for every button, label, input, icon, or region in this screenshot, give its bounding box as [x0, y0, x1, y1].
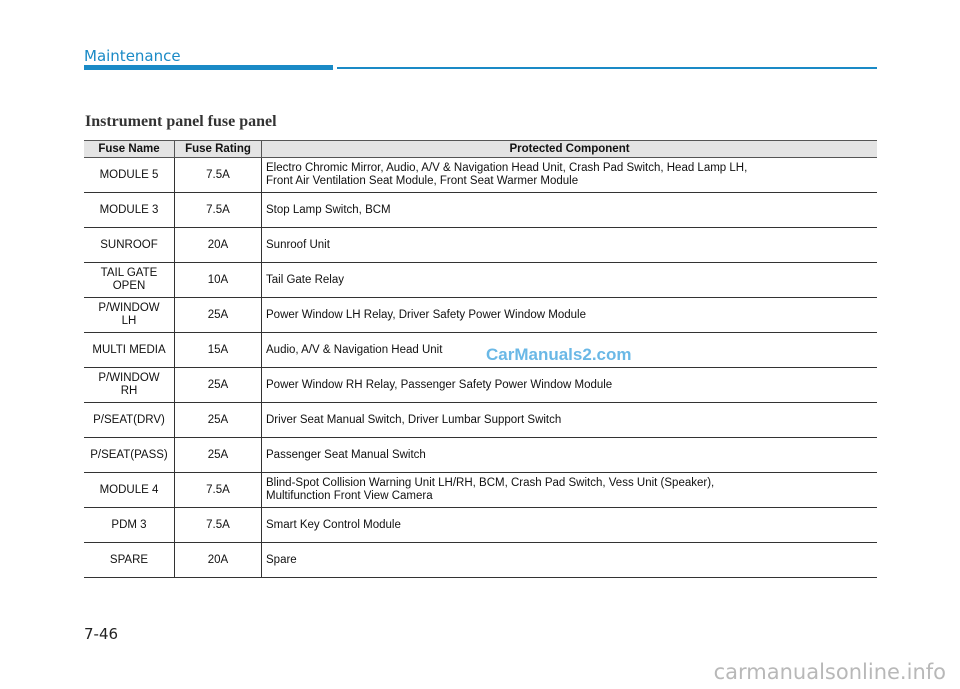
column-header-fuse-name: Fuse Name [84, 141, 175, 158]
fuse-rating-cell: 10A [175, 263, 262, 298]
fuse-name-cell: MULTI MEDIA [84, 333, 175, 368]
protected-component-cell: Tail Gate Relay [262, 263, 878, 298]
fuse-name-cell: MODULE 4 [84, 473, 175, 508]
fuse-rating-cell: 15A [175, 333, 262, 368]
table-row [84, 403, 877, 438]
header-rule-thick [84, 65, 333, 70]
protected-component-cell: Electro Chromic Mirror, Audio, A/V & Navigation Head Unit, Crash Pad Switch, Head Lamp LH, Front Air Ventilation Seat Module, Front Seat Warmer Module [262, 158, 878, 193]
fuse-rating-cell: 25A [175, 403, 262, 438]
column-header-fuse-rating: Fuse Rating [175, 141, 262, 158]
table-row [84, 263, 877, 298]
fuse-name-cell: SUNROOF [84, 228, 175, 263]
fuse-rating-cell: 20A [175, 543, 262, 578]
protected-component-cell: Blind-Spot Collision Warning Unit LH/RH, BCM, Crash Pad Switch, Vess Unit (Speaker), Multifunction Front View Camera [262, 473, 878, 508]
column-header-protected-component: Protected Component [262, 141, 878, 158]
section-header: Maintenance [84, 47, 181, 65]
table-row [84, 333, 877, 368]
protected-component-cell: Spare [262, 543, 878, 578]
fuse-name-cell: P/SEAT(DRV) [84, 403, 175, 438]
table-row [84, 543, 877, 578]
protected-component-cell: Smart Key Control Module [262, 508, 878, 543]
fuse-rating-cell: 25A [175, 298, 262, 333]
fuse-name-cell: TAIL GATE OPEN [84, 263, 175, 298]
protected-component-cell: Driver Seat Manual Switch, Driver Lumbar Support Switch [262, 403, 878, 438]
fuse-rating-cell: 25A [175, 368, 262, 403]
table-row [84, 158, 877, 193]
page-number: 7-46 [84, 625, 119, 643]
table-body [84, 158, 877, 578]
protected-component-cell: Stop Lamp Switch, BCM [262, 193, 878, 228]
watermark: CarManuals2.com [486, 345, 632, 364]
fuse-name-cell: MODULE 5 [84, 158, 175, 193]
fuse-name-cell: MODULE 3 [84, 193, 175, 228]
table-row [84, 368, 877, 403]
fuse-rating-cell: 20A [175, 228, 262, 263]
table-row [84, 298, 877, 333]
fuse-name-cell: P/WINDOW RH [84, 368, 175, 403]
table-row [84, 473, 877, 508]
protected-component-cell: Power Window RH Relay, Passenger Safety Power Window Module [262, 368, 878, 403]
table-header-row [84, 141, 877, 158]
fuse-rating-cell: 7.5A [175, 508, 262, 543]
fuse-name-cell: SPARE [84, 543, 175, 578]
footer-watermark: carmanualsonline.info [713, 660, 946, 684]
fuse-rating-cell: 7.5A [175, 193, 262, 228]
protected-component-cell: Passenger Seat Manual Switch [262, 438, 878, 473]
page-title: Instrument panel fuse panel [85, 113, 277, 130]
table-row [84, 228, 877, 263]
fuse-name-cell: P/SEAT(PASS) [84, 438, 175, 473]
fuse-table [84, 140, 877, 578]
protected-component-cell: Audio, A/V & Navigation Head Unit [262, 333, 878, 368]
table-row [84, 508, 877, 543]
fuse-rating-cell: 7.5A [175, 473, 262, 508]
fuse-rating-cell: 25A [175, 438, 262, 473]
fuse-rating-cell: 7.5A [175, 158, 262, 193]
header-rule-thin [337, 67, 877, 69]
table-row [84, 193, 877, 228]
protected-component-cell: Sunroof Unit [262, 228, 878, 263]
fuse-name-cell: P/WINDOW LH [84, 298, 175, 333]
protected-component-cell: Power Window LH Relay, Driver Safety Power Window Module [262, 298, 878, 333]
table-row [84, 438, 877, 473]
fuse-name-cell: PDM 3 [84, 508, 175, 543]
